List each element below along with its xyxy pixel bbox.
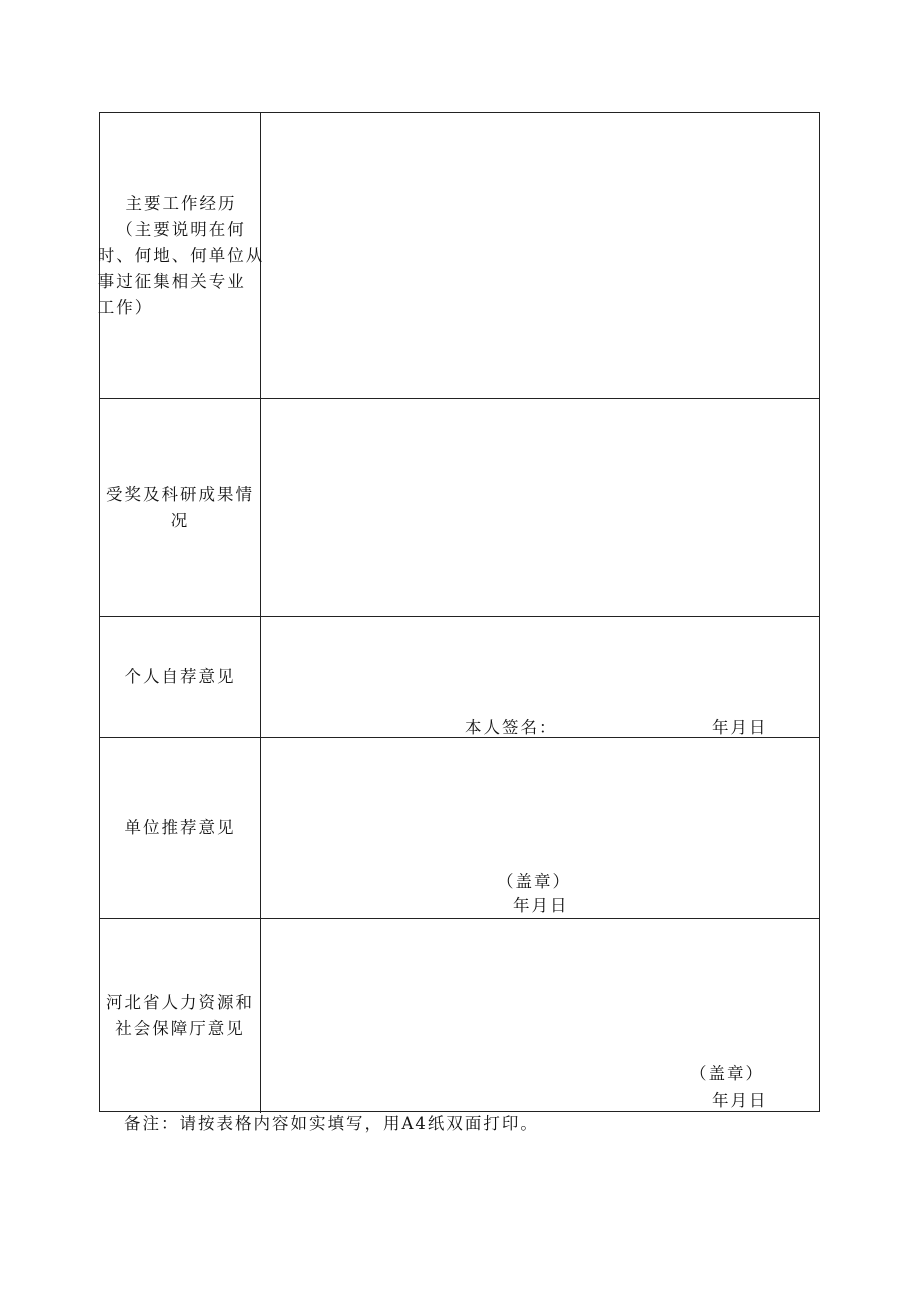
- awards-label-line-2: 况: [170, 510, 190, 530]
- self-recommend-label: 个人自荐意见: [124, 667, 236, 686]
- unit-recommend-label-cell: [100, 738, 261, 918]
- work-history-hint-line-1: （主要说明在何: [116, 219, 246, 239]
- department-row: [100, 918, 819, 1113]
- self-recommend-label-cell: [100, 617, 261, 737]
- work-history-label-cell: [97, 113, 265, 398]
- department-label-line-1: 河北省人力资源和: [106, 993, 254, 1012]
- work-history-hint-line-3: 事过征集相关专业: [97, 271, 246, 291]
- unit-recommend-input-area[interactable]: [261, 738, 819, 918]
- unit-recommend-row: [100, 737, 819, 918]
- work-history-row: [97, 113, 819, 398]
- self-recommend-input-area[interactable]: [261, 617, 819, 737]
- awards-label-line-1: 受奖及科研成果情: [106, 484, 254, 504]
- application-form-table: [99, 112, 820, 1112]
- signature-label: 本人签名：: [465, 718, 558, 737]
- work-history-hint-line-4: 工作）: [97, 297, 154, 317]
- department-date-label: 年月日: [712, 1091, 768, 1110]
- awards-label-cell: [100, 399, 261, 616]
- awards-row: [100, 398, 819, 616]
- self-recommend-date-label: 年月日: [712, 718, 768, 737]
- department-label: [103, 990, 257, 1042]
- department-input-area[interactable]: [261, 919, 819, 1113]
- department-label-line-2: 社会保障厅意见: [115, 1019, 245, 1038]
- department-label-cell: [100, 919, 261, 1113]
- work-history-label: [95, 191, 266, 321]
- unit-stamp-label: （盖章）: [497, 872, 571, 891]
- awards-label: [103, 482, 257, 534]
- department-stamp-label: （盖章）: [690, 1064, 764, 1083]
- footnote: 备注：请按表格内容如实填写，用A4纸双面打印。: [124, 1114, 539, 1133]
- self-recommend-row: [100, 616, 819, 737]
- work-history-input-area[interactable]: [261, 113, 819, 398]
- unit-recommend-label: 单位推荐意见: [124, 818, 236, 837]
- work-history-title: 主要工作经历: [125, 193, 237, 213]
- work-history-hint-line-2: 时、何地、何单位从: [97, 245, 265, 265]
- awards-input-area[interactable]: [261, 399, 819, 616]
- unit-date-label: 年月日: [513, 896, 569, 915]
